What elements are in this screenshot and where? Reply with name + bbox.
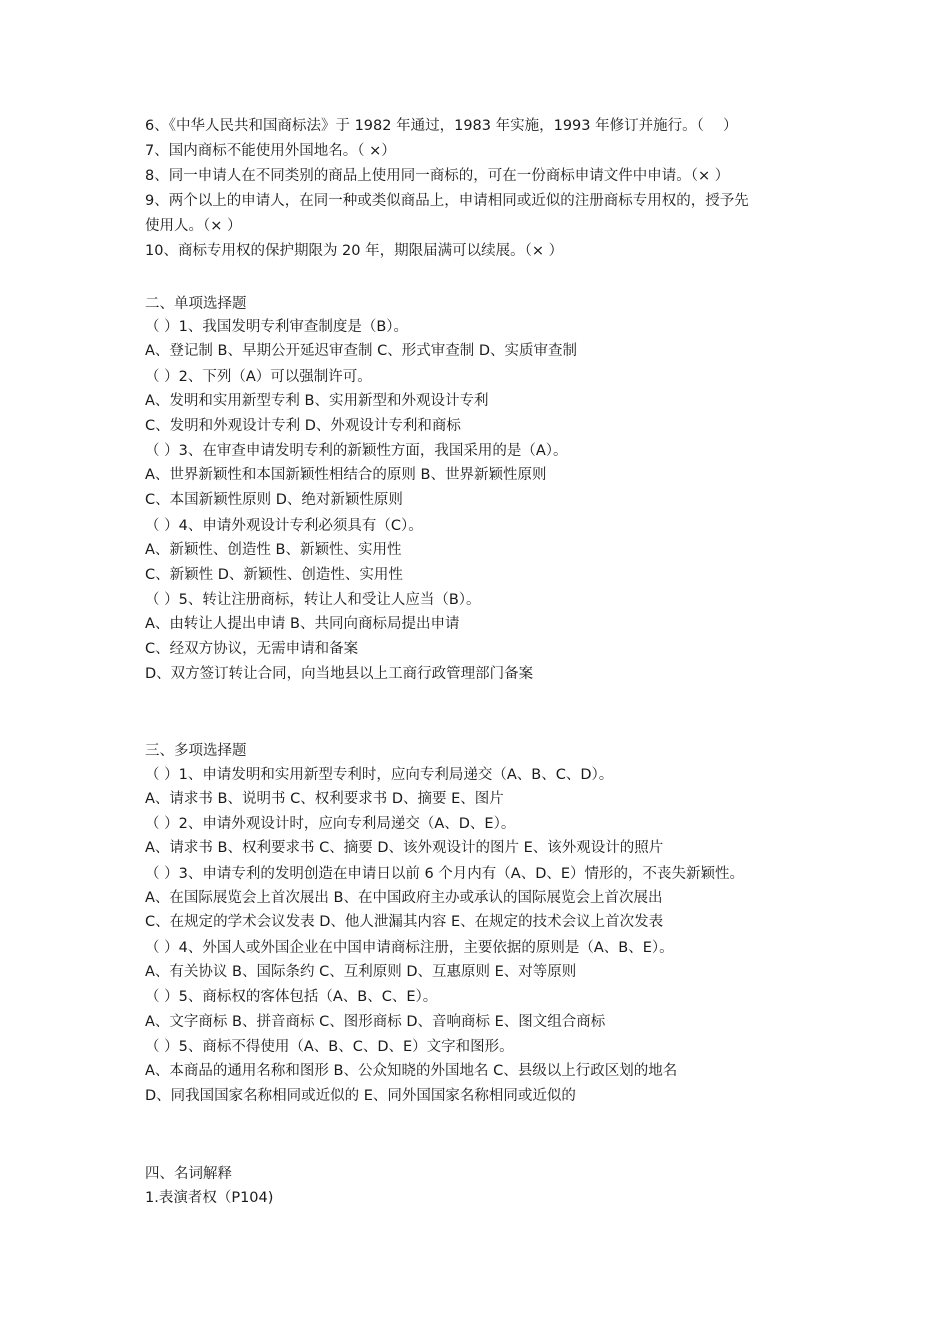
mc-q3-options-ab: A、在国际展览会上首次展出 B、在中国政府主办或承认的国际展览会上首次展出 — [145, 890, 663, 906]
sc-q1: （ ）1、我国发明专利审查制度是（B）。 — [145, 319, 409, 335]
sc-q4: （ ）4、申请外观设计专利必须具有（C）。 — [145, 518, 423, 534]
tf-item-9: 9、两个以上的申请人，在同一种或类似商品上，申请相同或近似的注册商标专用权的，授予先 — [145, 193, 749, 209]
mc-q6-options-de: D、同我国国家名称相同或近似的 E、同外国国家名称相同或近似的 — [145, 1088, 576, 1104]
mc-q6-options-abc: A、本商品的通用名称和图形 B、公众知晓的外国地名 C、县级以上行政区划的地名 — [145, 1063, 678, 1079]
sc-q2-options-cd: C、发明和外观设计专利 D、外观设计专利和商标 — [145, 418, 461, 434]
sc-q5: （ ）5、转让注册商标，转让人和受让人应当（B）。 — [145, 592, 481, 608]
mc-q1: （ ）1、申请发明和实用新型专利时，应向专利局递交（A、B、C、D）。 — [145, 767, 614, 783]
sc-q3-options-cd: C、本国新颖性原则 D、绝对新颖性原则 — [145, 492, 403, 508]
sc-q2: （ ）2、下列（A）可以强制许可。 — [145, 369, 372, 385]
mc-q1-options: A、请求书 B、说明书 C、权利要求书 D、摘要 E、图片 — [145, 791, 504, 807]
section-heading-multiple-choice: 三、多项选择题 — [145, 743, 247, 759]
tf-item-9-cont: 使用人。（× ） — [145, 218, 242, 234]
sc-q4-options-ab: A、新颖性、创造性 B、新颖性、实用性 — [145, 542, 402, 558]
tf-item-7: 7、国内商标不能使用外国地名。（ ×） — [145, 143, 396, 159]
tf-item-10: 10、商标专用权的保护期限为 20 年，期限届满可以续展。（× ） — [145, 243, 564, 259]
sc-q5-option-c: C、经双方协议，无需申请和备案 — [145, 641, 359, 657]
section-heading-single-choice: 二、单项选择题 — [145, 296, 247, 312]
tf-item-6: 6、《中华人民共和国商标法》于 1982 年通过，1983 年实施，1993 年修订并施行。（ ） — [145, 118, 738, 134]
sc-q3: （ ）3、在审查申请发明专利的新颖性方面，我国采用的是（A）。 — [145, 443, 568, 459]
tf-item-8: 8、同一申请人在不同类别的商品上使用同一商标的，可在一份商标申请文件中申请。（× ） — [145, 168, 730, 184]
mc-q5-options: A、文字商标 B、拼音商标 C、图形商标 D、音响商标 E、图文组合商标 — [145, 1014, 606, 1030]
sc-q5-options-ab: A、由转让人提出申请 B、共同向商标局提出申请 — [145, 616, 460, 632]
mc-q2: （ ）2、申请外观设计时，应向专利局递交（A、D、E）。 — [145, 816, 516, 832]
mc-q2-options: A、请求书 B、权利要求书 C、摘要 D、该外观设计的图片 E、该外观设计的照片 — [145, 840, 664, 856]
sc-q3-options-ab: A、世界新颖性和本国新颖性相结合的原则 B、世界新颖性原则 — [145, 467, 547, 483]
mc-q6: （ ）5、商标不得使用（A、B、C、D、E）文字和图形。 — [145, 1039, 514, 1055]
sc-q1-options: A、登记制 B、早期公开延迟审查制 C、形式审查制 D、实质审查制 — [145, 343, 577, 359]
sc-q4-options-cd: C、新颖性 D、新颖性、创造性、实用性 — [145, 567, 403, 583]
mc-q4-options: A、有关协议 B、国际条约 C、互利原则 D、互惠原则 E、对等原则 — [145, 964, 577, 980]
mc-q3-options-cde: C、在规定的学术会议发表 D、他人泄漏其内容 E、在规定的技术会议上首次发表 — [145, 914, 664, 930]
term-item-1: 1.表演者权（P104) — [145, 1190, 274, 1206]
sc-q5-option-d: D、双方签订转让合同，向当地县以上工商行政管理部门备案 — [145, 666, 534, 682]
mc-q5: （ ）5、商标权的客体包括（A、B、C、E）。 — [145, 989, 438, 1005]
mc-q3: （ ）3、申请专利的发明创造在申请日以前 6 个月内有（A、D、E）情形的，不丧失新颖性。 — [145, 866, 745, 882]
mc-q4: （ ）4、外国人或外国企业在中国申请商标注册，主要依据的原则是（A、B、E）。 — [145, 940, 674, 956]
section-heading-term-explanation: 四、名词解释 — [145, 1166, 232, 1182]
sc-q2-options-ab: A、发明和实用新型专利 B、实用新型和外观设计专利 — [145, 393, 489, 409]
